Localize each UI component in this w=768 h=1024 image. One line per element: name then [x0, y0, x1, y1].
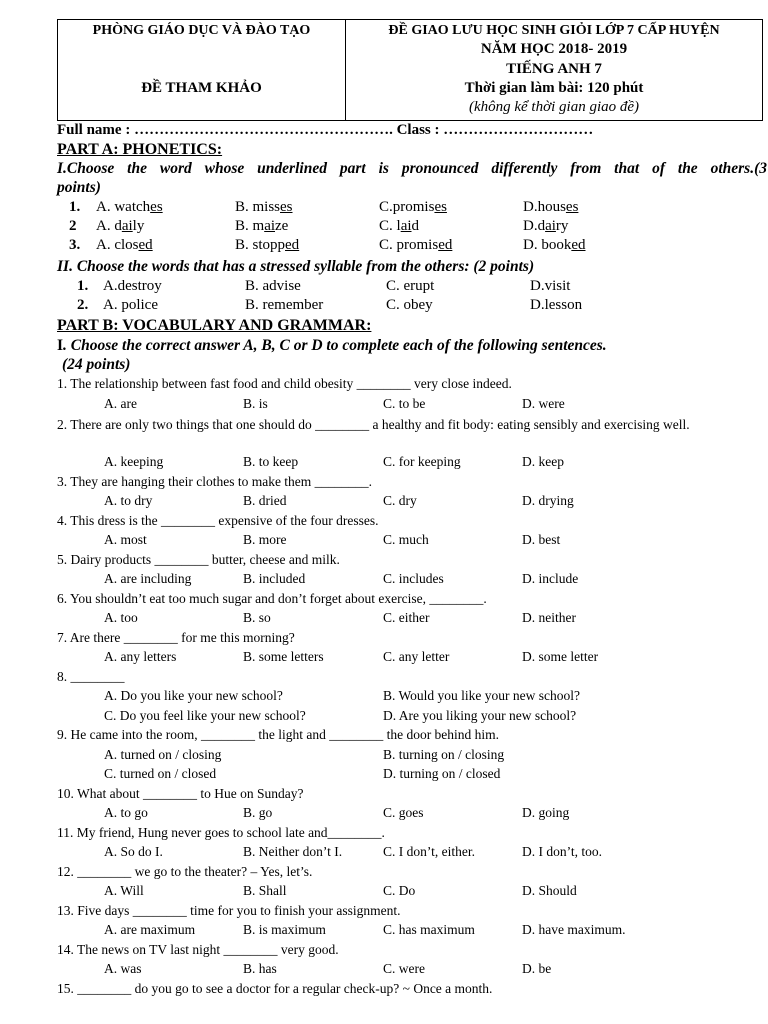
question-3-option-d: D. drying — [522, 493, 574, 508]
student-info-line: Full name : ……………………………………………. Class : ………………………… — [57, 122, 594, 138]
question-12-stem: 12. ________ we go to the theater? – Yes, let’s. — [57, 863, 313, 879]
question-5-option-b: B. included — [243, 571, 306, 586]
question-3-option-c: C. dry — [383, 493, 417, 508]
question-14-option-c: C. were — [383, 961, 425, 976]
question-9-stem: 9. He came into the room, ________ the light and ________ the door behind him. — [57, 727, 500, 742]
question-14-stem: 14. The news on TV last night ________ very good. — [57, 941, 339, 957]
question-8-stem: 8. ________ — [57, 668, 125, 684]
question-14-option-d: D. be — [522, 961, 552, 976]
question-2-option-b: B. to keep — [243, 454, 299, 469]
option-d: D.lesson — [530, 297, 583, 313]
question-4-option-d: D. best — [522, 532, 561, 547]
row-number: 1. — [77, 278, 89, 294]
question-15-stem: 15. ________ do you go to see a doctor for a regular check-up? ~ Once a month. — [57, 980, 493, 996]
option-c: C.promises — [379, 199, 447, 215]
question-8-option-d: D. Are you liking your new school? — [383, 707, 577, 723]
part-a-section-1-points: points) — [57, 179, 101, 196]
question-9-option-a: A. turned on / closing — [104, 746, 222, 762]
option-c: C. obey — [386, 297, 433, 313]
option-a: A. daily — [96, 218, 145, 234]
part-b-section-1-instruction: I. Choose the correct answer A, B, C or D to complete each of the following sentences. — [57, 337, 607, 354]
question-2-option-d: D. keep — [522, 454, 564, 469]
time-note: (không kể thời gian giao đề) — [468, 99, 640, 115]
question-11-stem: 11. My friend, Hung never goes to school late and________. — [57, 824, 385, 840]
question-9-option-c: C. turned on / closed — [104, 766, 217, 781]
row-number: 3. — [69, 237, 81, 253]
part-a-title: PART A: PHONETICS: — [57, 141, 223, 158]
question-10-stem: 10. What about ________ to Hue on Sunday? — [57, 785, 304, 801]
part-a-section-1-instruction: I.Choose the word whose underlined part is pronounced differently from that of the others.(3 — [57, 160, 767, 177]
question-10-option-a: A. to go — [104, 805, 148, 820]
question-6-option-d: D. neither — [522, 610, 576, 625]
header-box — [57, 19, 763, 121]
question-1-option-d: D. were — [522, 395, 565, 411]
question-2-option-a: A. keeping — [104, 454, 164, 469]
question-11-option-c: C. I don’t, either. — [383, 844, 475, 859]
question-4-option-b: B. more — [243, 532, 287, 547]
question-3-stem: 3. They are hanging their clothes to make them ________. — [57, 473, 373, 489]
subject: TIẾNG ANH 7 — [506, 61, 602, 77]
option-a: A. watches — [96, 199, 163, 215]
question-12-option-b: B. Shall — [243, 883, 287, 898]
question-2-stem: 2. There are only two things that one should do ________ a healthy and fit body: eating sensibly and exercising well. — [57, 417, 690, 432]
department-name: PHÒNG GIÁO DỤC VÀ ĐÀO TẠO — [92, 23, 311, 38]
option-b: B. misses — [235, 199, 293, 215]
option-d: D.dairy — [523, 218, 569, 234]
question-10-option-d: D. going — [522, 805, 570, 820]
question-6-option-a: A. too — [104, 610, 138, 625]
question-7-stem: 7. Are there ________ for me this morning? — [57, 629, 295, 645]
option-d: D. booked — [523, 237, 586, 253]
part-b-section-1-points: (24 points) — [62, 356, 131, 373]
question-9-option-b: B. turning on / closing — [383, 746, 505, 762]
header-right — [346, 20, 762, 120]
question-12-option-c: C. Do — [383, 883, 416, 898]
option-b: B. advise — [245, 278, 301, 294]
question-14-option-a: A. was — [104, 961, 142, 976]
option-b: B. stopped — [235, 237, 300, 253]
option-b: B. maize — [235, 218, 289, 234]
question-11-option-a: A. So do I. — [104, 844, 163, 859]
question-1-stem: 1. The relationship between fast food and child obesity ________ very close indeed. — [57, 376, 512, 391]
option-d: D.visit — [530, 278, 571, 294]
question-8-option-a: A. Do you like your new school? — [104, 688, 283, 703]
part-a-section-2-instruction: II. Choose the words that has a stressed syllable from the others: (2 points) — [57, 258, 535, 275]
question-7-option-c: C. any letter — [383, 649, 450, 664]
question-5-stem: 5. Dairy products ________ butter, cheese and milk. — [57, 551, 340, 567]
question-6-option-c: C. either — [383, 610, 430, 625]
option-a: A. police — [103, 297, 158, 313]
header-left — [58, 20, 346, 120]
question-2-option-c: C. for keeping — [383, 454, 461, 469]
question-6-option-b: B. so — [243, 610, 271, 625]
question-12-option-a: A. Will — [104, 883, 144, 898]
option-a: A. closed — [96, 237, 153, 253]
question-13-option-a: A. are maximum — [104, 922, 196, 937]
question-4-option-a: A. most — [104, 532, 147, 547]
question-1-option-a: A. are — [104, 395, 137, 411]
question-13-option-b: B. is maximum — [243, 922, 326, 937]
row-number: 2. — [77, 297, 89, 313]
question-14-option-b: B. has — [243, 961, 277, 976]
row-number: 1. — [69, 199, 81, 215]
row-number: 2 — [69, 218, 77, 234]
question-9-option-d: D. turning on / closed — [383, 766, 501, 781]
question-10-option-b: B. go — [243, 805, 273, 820]
question-5-option-a: A. are including — [104, 571, 192, 586]
question-11-option-d: D. I don’t, too. — [522, 844, 602, 859]
question-5-option-d: D. include — [522, 571, 579, 586]
question-13-option-c: C. has maximum — [383, 922, 475, 937]
option-c: C. promised — [379, 237, 453, 253]
question-3-option-b: B. dried — [243, 493, 287, 508]
question-4-stem: 4. This dress is the ________ expensive of the four dresses. — [57, 512, 379, 528]
option-c: C. laid — [379, 218, 420, 234]
question-6-stem: 6. You shouldn’t eat too much sugar and don’t forget about exercise, ________. — [57, 590, 487, 606]
exam-title: ĐỀ GIAO LƯU HỌC SINH GIỎI LỚP 7 CẤP HUYỆN — [388, 23, 720, 38]
question-7-option-d: D. some letter — [522, 649, 599, 664]
question-7-option-b: B. some letters — [243, 649, 324, 664]
option-a: A.destroy — [103, 278, 162, 294]
option-b: B. remember — [245, 297, 324, 313]
option-d: D.houses — [523, 199, 579, 215]
question-1-option-c: C. to be — [383, 395, 426, 411]
question-10-option-c: C. goes — [383, 805, 424, 820]
question-5-option-c: C. includes — [383, 571, 444, 586]
question-13-option-d: D. have maximum. — [522, 922, 626, 937]
question-4-option-c: C. much — [383, 532, 429, 547]
question-11-option-b: B. Neither don’t I. — [243, 844, 343, 859]
option-c: C. erupt — [386, 278, 435, 294]
reference-label: ĐỀ THAM KHẢO — [141, 80, 262, 96]
question-12-option-d: D. Should — [522, 883, 577, 898]
school-year: NĂM HỌC 2018- 2019 — [480, 41, 628, 57]
question-8-option-b: B. Would you like your new school? — [383, 688, 581, 703]
time-limit: Thời gian làm bài: 120 phút — [464, 80, 644, 96]
question-3-option-a: A. to dry — [104, 493, 153, 508]
question-1-option-b: B. is — [243, 395, 268, 411]
question-13-stem: 13. Five days ________ time for you to finish your assignment. — [57, 902, 401, 918]
question-7-option-a: A. any letters — [104, 649, 177, 664]
part-b-title: PART B: VOCABULARY AND GRAMMAR: — [57, 317, 372, 334]
question-8-option-c: C. Do you feel like your new school? — [104, 707, 306, 723]
